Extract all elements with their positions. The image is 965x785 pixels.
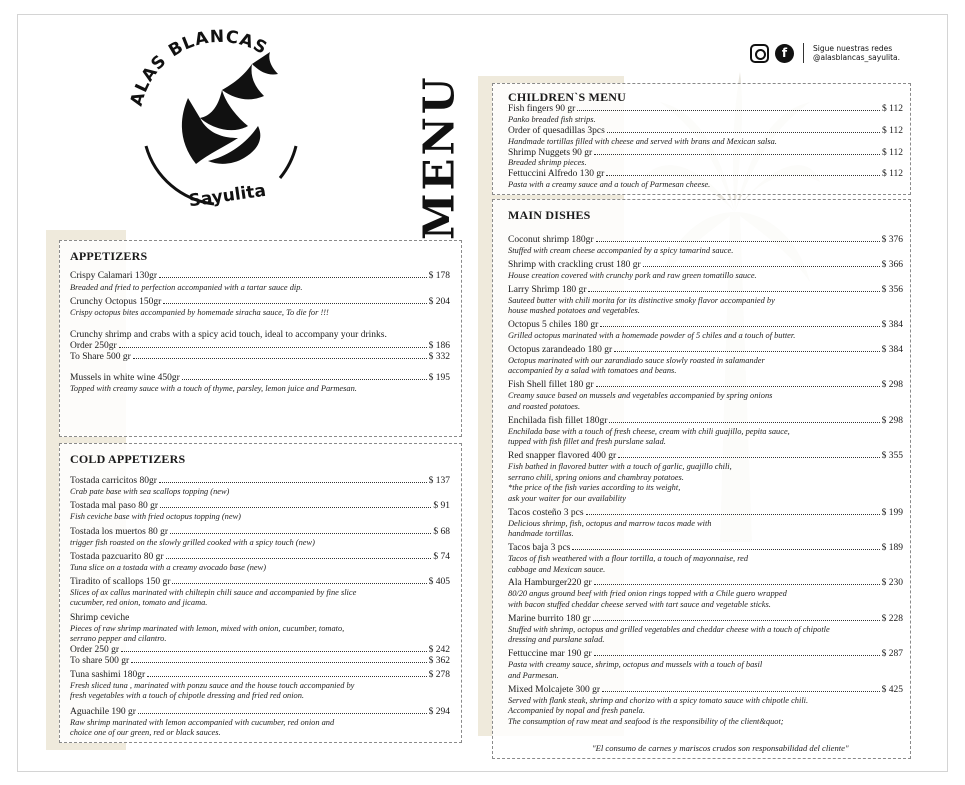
menu-item: Tacos costeño 3 pcs $ 199	[508, 507, 903, 518]
item-description: Delicious shrimp, fish, octopus and marrow tacos made with	[508, 518, 712, 528]
item-description: Creamy sauce based on mussels and vegetables accompanied by spring onions	[508, 391, 773, 401]
item-description: Grilled octopus marinated with a homemade powder of 5 chiles and a touch of butter.	[508, 331, 796, 340]
shrimp-ceviche-name: Shrimp ceviche	[70, 613, 130, 623]
item-description: 80/20 angus ground beef with fried onion rings topped with a Chile guero wrapped	[508, 589, 787, 599]
menu-item: Order 250gr $ 186	[70, 341, 450, 351]
main-dishes-title: MAIN DISHES	[508, 208, 591, 222]
item-description: fresh vegetables with a touch of chipotle dressing and fried red onion.	[70, 691, 305, 700]
item-description: Tuna slice on a tostada with a creamy avocado base (new)	[70, 563, 267, 572]
menu-item: Tostada los muertos 80 gr $ 68	[70, 527, 450, 537]
brand-top-text: ALAS BLANCAS	[126, 26, 271, 109]
menu-item: Mussels in white wine 450gr $ 195	[70, 373, 450, 383]
item-description: *the price of the fish varies according to its weight,	[508, 483, 681, 493]
menu-item: Tostada carricitos 80gr $ 137	[70, 476, 450, 486]
menu-item: Octopus 5 chiles 180 gr $ 384	[508, 320, 903, 330]
item-description: Crab pate base with sea scallops topping (new)	[70, 487, 230, 496]
social-block	[750, 39, 900, 67]
item-description: Fresh sliced tuna , marinated with ponzu sauce and the house touch accompanied by	[70, 681, 355, 690]
item-description: ask your waiter for our availability	[508, 493, 626, 503]
item-description: Stuffed with shrimp, octopus and grilled vegetables and cheddar cheese with a touch of chipotle	[508, 624, 830, 634]
menu-item: Ala Hamburger220 gr $ 230	[508, 578, 903, 589]
menu-item: Fettuccini Alfredo 130 gr $ 112	[508, 169, 903, 179]
menu-item: Larry Shrimp 180 gr $ 356	[508, 284, 903, 295]
menu-item: Shrimp Nuggets 90 gr $ 112	[508, 148, 903, 158]
menu-item: Order of quesadillas 3pcs $ 112	[508, 126, 903, 136]
item-description: Sauteed butter with chili morita for its distinctive smoky flavor accompanied by	[508, 295, 775, 305]
item-description: accompanied by a salad with tomatoes and beans.	[508, 366, 677, 376]
item-description: Accompanied by nopal and fresh panela.	[508, 706, 645, 716]
menu-item: Marine burrito 180 gr $ 228	[508, 613, 903, 624]
social-text	[813, 44, 900, 62]
item-description: Topped with creamy sauce with a touch of thyme, parsley, lemon juice and Parmesan.	[70, 384, 357, 393]
item-description: and Parmesan.	[508, 670, 559, 680]
menu-item: Coconut shrimp 180gr $ 376	[508, 235, 903, 245]
cold-appetizers-title: COLD APPETIZERS	[70, 452, 186, 466]
item-description: House creation covered with crunchy pork and raw green tomatillo sauce.	[508, 270, 757, 280]
item-description: Octopus marinated with our zarandiado sauce slowly roasted in salamander	[508, 355, 765, 365]
menu-item: Fettuccine mar 190 gr $ 287	[508, 649, 903, 660]
menu-item: To Share 500 gr $ 332	[70, 352, 450, 362]
item-description: cucumber, red onion, tomato and jicama.	[70, 598, 208, 607]
menu-item: Octopus zarandeado 180 gr $ 384	[508, 344, 903, 355]
instagram-icon[interactable]	[750, 44, 769, 63]
social-line1: Sigue nuestras redes	[813, 44, 893, 53]
appetizers-title: APPETIZERS	[70, 249, 148, 263]
brand-bottom-text: Sayulita	[187, 180, 268, 212]
menu-title: MENU	[414, 74, 464, 240]
item-description: Tacos of fish weathered with a flour tortilla, a touch of mayonnaise, red	[508, 554, 749, 563]
item-description: tupped with fish fillet and fresh purslane salad.	[508, 437, 666, 447]
item-description: with bacon stuffed cheddar cheese served with tart sauce and vegetable sticks.	[508, 600, 771, 609]
menu-item: Red snapper flavored 400 gr $ 355	[508, 451, 903, 461]
menu-item: Order 250 gr $ 242	[70, 645, 450, 655]
footer-disclaimer: "El consumo de carnes y mariscos crudos son responsabilidad del cliente"	[592, 743, 849, 753]
item-description: dressing and purslane salad.	[508, 635, 605, 645]
menu-item: Fish fingers 90 gr $ 112	[508, 104, 903, 114]
item-description: Raw shrimp marinated with lemon accompanied with cucumber, red onion and	[70, 718, 335, 727]
menu-item: Enchilada fish fillet 180gr $ 298	[508, 415, 903, 426]
item-description: Slices of ax callus marinated with chiltepin chili sauce and accompanied by fine slice	[70, 588, 357, 597]
menu-item: Tacos baja 3 pcs $ 189	[508, 543, 903, 553]
item-description: trigger fish roasted on the slowly grilled cooked with a spicy touch (new)	[70, 538, 315, 547]
item-description: Breaded shrimp pieces.	[508, 158, 587, 167]
alas-blancas-logo	[118, 26, 323, 221]
menu-item: Tiradito of scallops 150 gr $ 405	[70, 577, 450, 587]
item-description: Pasta with a creamy sauce and a touch of Parmesan cheese.	[508, 180, 711, 189]
menu-item: Shrimp with crackling crust 180 gr $ 366	[508, 259, 903, 270]
menu-item: Crunchy Octopus 150gr $ 204	[70, 297, 450, 307]
shrimp-crab-header: Crunchy shrimp and crabs with a spicy acid touch, ideal to accompany your drinks.	[70, 330, 387, 340]
item-description: Pasta with creamy sauce, shrimp, octopus and mussels with a touch of basil	[508, 660, 763, 670]
item-description: Pieces of raw shrimp marinated with lemon, mixed with onion, cucumber, tomato,	[70, 624, 345, 633]
item-description: Stuffed with cream cheese accompanied by a spicy tamarind sauce.	[508, 246, 734, 255]
menu-item: To share 500 gr $ 362	[70, 656, 450, 666]
item-description: cabbage and Mexican sauce.	[508, 564, 606, 574]
menu-item: Tostada mal paso 80 gr $ 91	[70, 501, 450, 511]
item-description: Crispy octopus bites accompanied by homemade siracha sauce, To die for !!!	[70, 308, 329, 317]
item-description: Handmade tortillas filled with cheese and served with brans and Mexican salsa.	[508, 137, 777, 146]
menu-item: Fish Shell fillet 180 gr $ 298	[508, 380, 903, 391]
facebook-icon[interactable]: f	[775, 44, 794, 63]
item-description: Fish ceviche base with fried octopus topping (new)	[70, 512, 241, 521]
item-description: Fish bathed in flavored butter with a touch of garlic, guajillo chili,	[508, 462, 732, 471]
menu-item: Mixed Molcajete 300 gr $ 425	[508, 684, 903, 695]
menu-item: Tuna sashimi 180gr $ 278	[70, 670, 450, 680]
item-description: and roasted potatoes.	[508, 401, 581, 411]
social-handle[interactable]: @alasblancas_sayulita.	[813, 53, 901, 62]
item-description: house mashed potatoes and vegetables.	[508, 306, 640, 316]
item-description: choice one of our green, red or black sauces.	[70, 728, 221, 737]
item-description: serrano pepper and cilantro.	[70, 634, 167, 643]
item-description: The consumption of raw meat and seafood is the responsibility of the client&quot;	[508, 716, 784, 726]
childrens-menu-title: CHILDREN`S MENU	[508, 90, 627, 104]
item-description: serrano chili, spring onions and chambray potatoes.	[508, 472, 684, 482]
item-description: Enchilada base with a touch of fresh cheese, cream with chili guajillo, pepita sauce,	[508, 426, 790, 436]
social-separator	[803, 43, 804, 63]
menu-item: Tostada pazcuarito 80 gr $ 74	[70, 552, 450, 562]
item-description: handmade tortillas.	[508, 529, 574, 539]
menu-item: Aguachile 190 gr $ 294	[70, 707, 450, 717]
item-description: Served with flank steak, shrimp and chorizo with a spicy tomato sauce with chipotle chili.	[508, 695, 809, 705]
menu-item: Crispy Calamari 130gr $ 178	[70, 271, 450, 281]
item-description: Panko breaded fish strips.	[508, 115, 596, 124]
item-description: Breaded and fried to perfection accompanied with a tartar sauce dip.	[70, 283, 303, 292]
